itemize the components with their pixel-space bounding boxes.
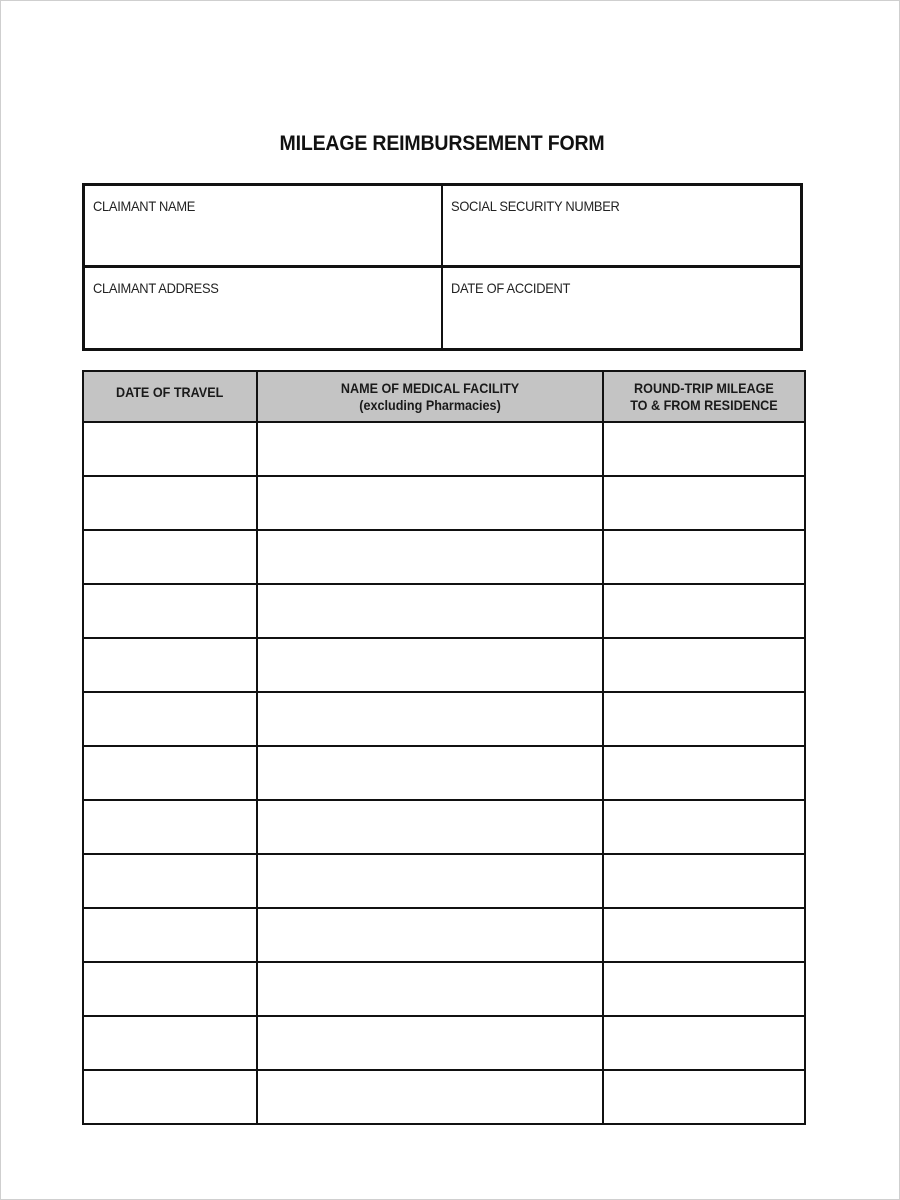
travel-log-table [82, 370, 806, 1125]
column-header-date-of-travel [83, 371, 257, 422]
table-header-row [83, 371, 805, 422]
table-row [83, 800, 805, 854]
table-row [83, 1070, 805, 1124]
claimant-name-field[interactable] [93, 220, 433, 259]
table-row [83, 638, 805, 692]
table-cell [83, 962, 257, 1016]
medical-facility-field[interactable] [258, 585, 602, 637]
table-row [83, 476, 805, 530]
table-row [83, 746, 805, 800]
table-cell [603, 908, 805, 962]
date-of-travel-field[interactable] [84, 747, 256, 799]
medical-facility-field[interactable] [258, 909, 602, 961]
round-trip-mileage-field[interactable] [604, 963, 804, 1015]
claimant-address-field[interactable] [93, 302, 433, 342]
table-cell [257, 530, 603, 584]
column-header-facility-line2: (excluding Pharmacies) [359, 396, 501, 413]
table-cell [603, 476, 805, 530]
table-cell [603, 854, 805, 908]
table-cell [603, 422, 805, 476]
round-trip-mileage-field[interactable] [604, 693, 804, 745]
round-trip-mileage-field[interactable] [604, 585, 804, 637]
table-cell [257, 476, 603, 530]
table-cell [257, 746, 603, 800]
medical-facility-field[interactable] [258, 693, 602, 745]
medical-facility-field[interactable] [258, 963, 602, 1015]
table-cell [83, 584, 257, 638]
medical-facility-field[interactable] [258, 747, 602, 799]
table-cell [83, 800, 257, 854]
round-trip-mileage-field[interactable] [604, 531, 804, 583]
date-of-travel-field[interactable] [84, 585, 256, 637]
table-row [83, 692, 805, 746]
date-of-accident-cell [443, 268, 800, 348]
column-header-facility-line1: NAME OF MEDICAL FACILITY [340, 379, 520, 396]
round-trip-mileage-field[interactable] [604, 909, 804, 961]
ssn-field[interactable] [451, 220, 792, 259]
medical-facility-field[interactable] [258, 477, 602, 529]
medical-facility-field[interactable] [258, 1017, 602, 1069]
travel-rows [83, 422, 805, 1124]
table-cell [603, 584, 805, 638]
table-cell [603, 746, 805, 800]
table-cell [257, 962, 603, 1016]
form-title: MILEAGE REIMBURSEMENT FORM [279, 132, 605, 155]
date-of-travel-field[interactable] [84, 801, 256, 853]
round-trip-mileage-field[interactable] [604, 477, 804, 529]
table-cell [83, 692, 257, 746]
round-trip-mileage-field[interactable] [604, 855, 804, 907]
medical-facility-field[interactable] [258, 531, 602, 583]
claimant-address-label: CLAIMANT ADDRESS [93, 280, 219, 296]
table-cell [603, 1070, 805, 1124]
date-of-travel-field[interactable] [84, 423, 256, 475]
table-row [83, 584, 805, 638]
table-cell [83, 746, 257, 800]
table-cell [257, 908, 603, 962]
round-trip-mileage-field[interactable] [604, 1071, 804, 1123]
ssn-cell [443, 186, 800, 268]
date-of-travel-field[interactable] [84, 639, 256, 691]
table-cell [83, 530, 257, 584]
date-of-accident-field[interactable] [451, 302, 792, 342]
date-of-travel-field[interactable] [84, 855, 256, 907]
table-cell [83, 1070, 257, 1124]
table-row [83, 422, 805, 476]
table-cell [257, 692, 603, 746]
table-cell [603, 692, 805, 746]
medical-facility-field[interactable] [258, 423, 602, 475]
date-of-travel-field[interactable] [84, 477, 256, 529]
table-cell [603, 800, 805, 854]
table-cell [83, 854, 257, 908]
medical-facility-field[interactable] [258, 855, 602, 907]
table-row [83, 530, 805, 584]
round-trip-mileage-field[interactable] [604, 801, 804, 853]
claimant-info-grid [82, 183, 803, 351]
claimant-name-cell [85, 186, 443, 268]
column-header-round-trip-mileage [603, 371, 805, 422]
column-header-date-label: DATE OF TRAVEL [116, 384, 224, 400]
date-of-travel-field[interactable] [84, 531, 256, 583]
table-cell [603, 962, 805, 1016]
table-cell [257, 638, 603, 692]
table-cell [257, 584, 603, 638]
medical-facility-field[interactable] [258, 801, 602, 853]
table-row [83, 962, 805, 1016]
table-cell [603, 1016, 805, 1070]
medical-facility-field[interactable] [258, 1071, 602, 1123]
round-trip-mileage-field[interactable] [604, 1017, 804, 1069]
round-trip-mileage-field[interactable] [604, 423, 804, 475]
column-header-medical-facility [257, 371, 603, 422]
table-cell [257, 422, 603, 476]
table-cell [83, 908, 257, 962]
table-cell [83, 422, 257, 476]
claimant-name-label: CLAIMANT NAME [93, 198, 196, 214]
ssn-label: SOCIAL SECURITY NUMBER [451, 198, 620, 214]
column-header-mileage-line2: TO & FROM RESIDENCE [630, 396, 778, 413]
date-of-travel-field[interactable] [84, 1017, 256, 1069]
round-trip-mileage-field[interactable] [604, 639, 804, 691]
table-cell [83, 476, 257, 530]
table-row [83, 908, 805, 962]
table-cell [257, 1070, 603, 1124]
date-of-accident-label: DATE OF ACCIDENT [451, 280, 571, 296]
table-cell [83, 1016, 257, 1070]
date-of-travel-field[interactable] [84, 963, 256, 1015]
table-cell [257, 1016, 603, 1070]
table-cell [83, 638, 257, 692]
column-header-mileage-line1: ROUND-TRIP MILEAGE [634, 379, 774, 396]
date-of-travel-field[interactable] [84, 909, 256, 961]
medical-facility-field[interactable] [258, 639, 602, 691]
date-of-travel-field[interactable] [84, 1071, 256, 1123]
table-cell [257, 800, 603, 854]
table-row [83, 1016, 805, 1070]
table-cell [257, 854, 603, 908]
table-row [83, 854, 805, 908]
claimant-address-cell [85, 268, 443, 348]
table-cell [603, 530, 805, 584]
date-of-travel-field[interactable] [84, 693, 256, 745]
table-cell [603, 638, 805, 692]
round-trip-mileage-field[interactable] [604, 747, 804, 799]
